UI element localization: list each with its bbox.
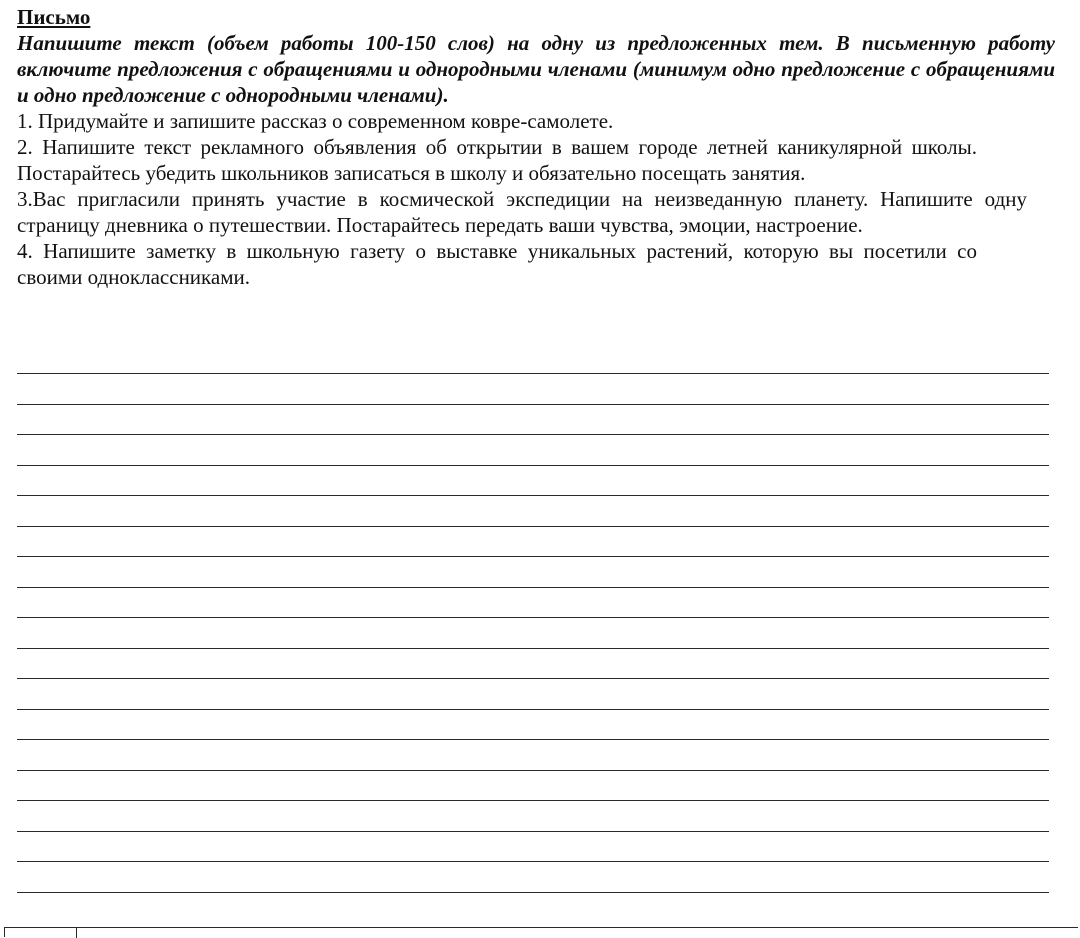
task-instruction: Напишите текст (объем работы 100-150 слов) на одну из предложенных тем. В письменную работу включите предложения с обращениями и однородными членами (минимум одно предложение с обращениями и одно предложение с однородными членами). xyxy=(17,31,1055,107)
writing-line[interactable] xyxy=(17,709,1049,740)
writing-line[interactable] xyxy=(17,678,1049,709)
frame-divider xyxy=(76,928,77,938)
writing-line[interactable] xyxy=(17,648,1049,679)
writing-line[interactable] xyxy=(17,831,1049,862)
writing-line[interactable] xyxy=(17,434,1049,465)
writing-line[interactable] xyxy=(17,892,1049,923)
page-bottom-frame xyxy=(4,927,1078,937)
writing-line[interactable] xyxy=(17,495,1049,526)
topic-item-3: 3.Вас пригласили принять участие в космической экспедиции на неизведанную планету. Напишите одну страницу дневника о путешествии. Постарайтесь передать ваши чувства, эмоции, настроение. xyxy=(17,187,1027,237)
writing-line[interactable] xyxy=(17,404,1049,435)
topic-item-2: 2. Напишите текст рекламного объявления об открытии в вашем городе летней каникулярной школы. Постарайтесь убедить школьников записаться в школу и обязательно посещать занятия. xyxy=(17,135,977,185)
section-heading: Письмо xyxy=(17,5,91,29)
topic-list xyxy=(17,108,1057,290)
writing-line[interactable] xyxy=(17,373,1049,404)
writing-line[interactable] xyxy=(17,800,1049,831)
topic-item-4: 4. Напишите заметку в школьную газету о выставке уникальных растений, которую вы посетили со своими одноклассниками. xyxy=(17,239,977,289)
topic-item-1: 1. Придумайте и запишите рассказ о современном ковре-самолете. xyxy=(17,109,614,133)
writing-line[interactable] xyxy=(17,465,1049,496)
writing-line[interactable] xyxy=(17,587,1049,618)
writing-line[interactable] xyxy=(17,739,1049,770)
writing-line[interactable] xyxy=(17,770,1049,801)
writing-area[interactable] xyxy=(17,373,1049,922)
worksheet xyxy=(17,4,1057,290)
writing-line[interactable] xyxy=(17,861,1049,892)
writing-line[interactable] xyxy=(17,526,1049,557)
writing-line[interactable] xyxy=(17,556,1049,587)
writing-line[interactable] xyxy=(17,617,1049,648)
